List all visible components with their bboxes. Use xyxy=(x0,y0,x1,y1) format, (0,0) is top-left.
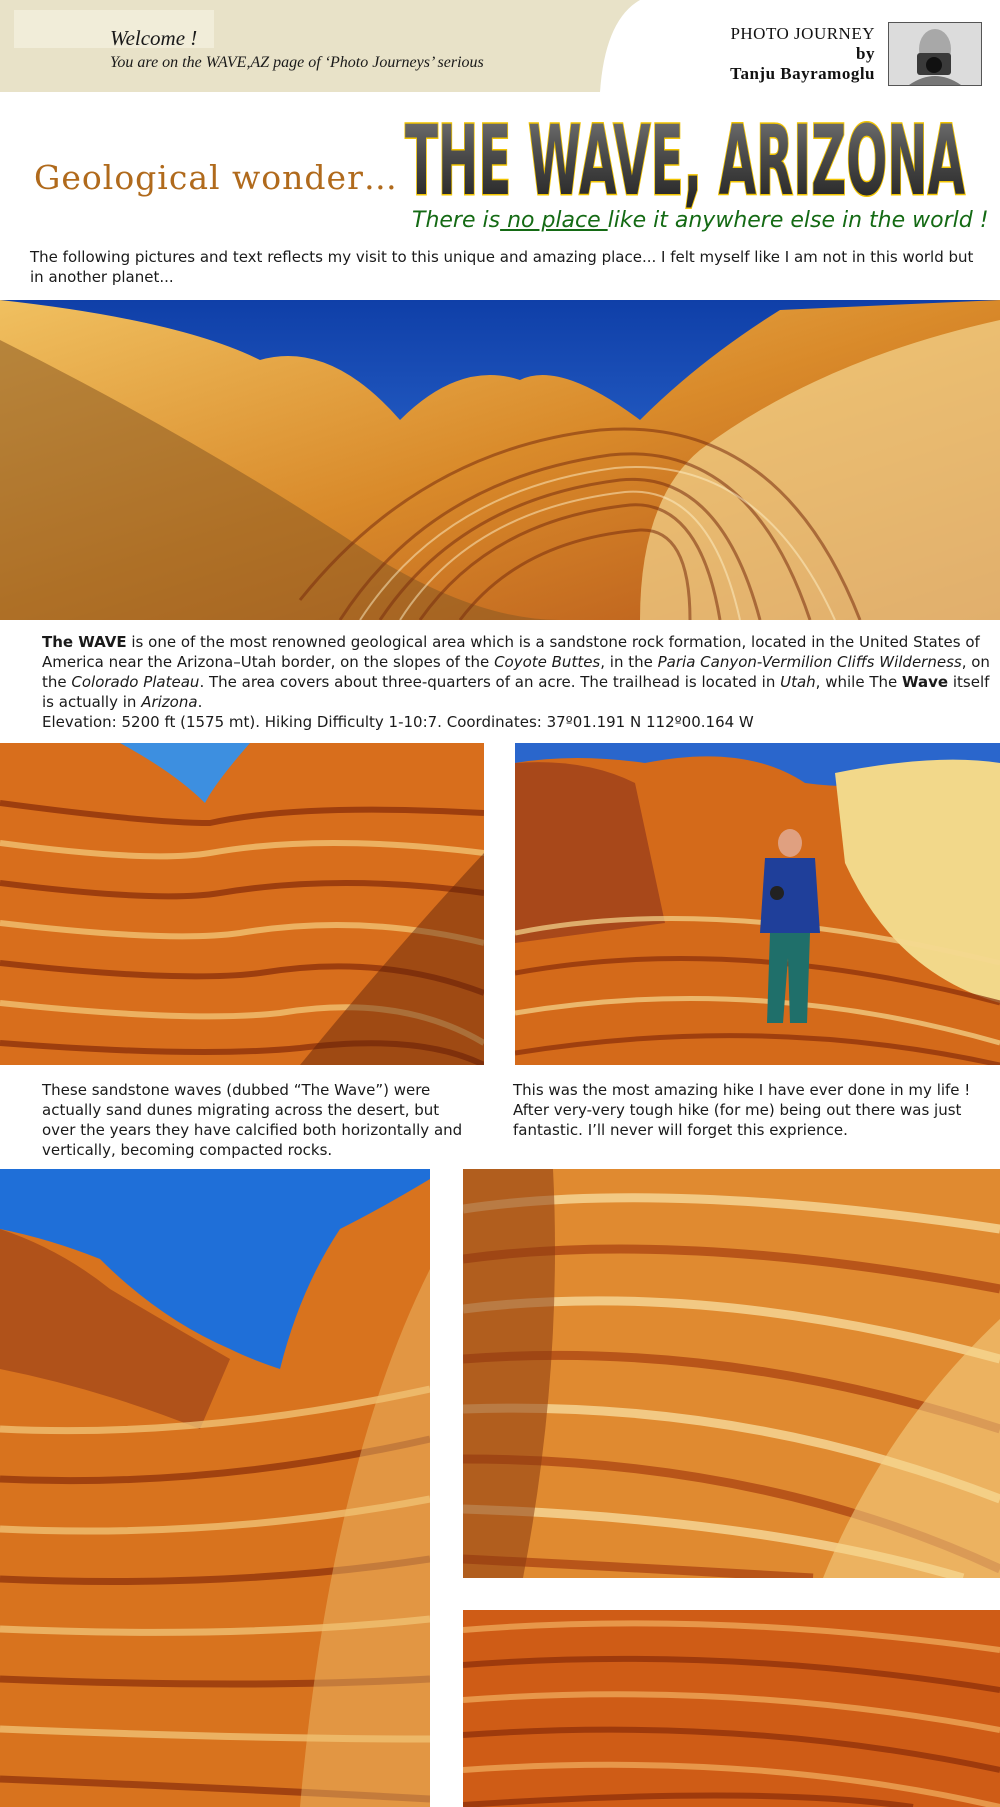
wave-texture-photo xyxy=(463,1610,1000,1807)
welcome-title: Welcome ! xyxy=(110,26,198,50)
wave-swirl-photo xyxy=(0,743,484,1065)
brand-block xyxy=(680,24,875,84)
wave-closeup-photo xyxy=(463,1169,1000,1578)
hiker-at-wave-photo xyxy=(515,743,1000,1065)
author-name: Tanju Bayramoglu xyxy=(730,64,875,83)
welcome-subtitle: You are on the WAVE,AZ page of ‘Photo Journeys’ serious xyxy=(110,54,484,71)
desc-bold-wave-2: Wave xyxy=(901,673,949,691)
author-avatar xyxy=(888,22,982,86)
desc-italic-coyote: Coyote Buttes xyxy=(494,653,601,671)
wave-canyon-tall-photo xyxy=(0,1169,430,1807)
tagline-underlined: no place xyxy=(500,208,608,233)
trail-stats: Elevation: 5200 ft (1575 mt). Hiking Difficulty 1-10:7. Coordinates: 37º01.191 N 112º00.164 W xyxy=(42,713,754,731)
desc-text-4: . The area covers about three-quarters of an acre. The trailhead is located in xyxy=(199,673,781,691)
wave-panorama-photo xyxy=(0,300,1000,620)
brand-title: PHOTO JOURNEY xyxy=(730,24,875,43)
tagline-post: like it anywhere else in the world ! xyxy=(607,208,989,233)
desc-bold-wave: The WAVE xyxy=(42,633,127,651)
desc-text-7: . xyxy=(197,693,203,711)
desc-text-5: , while The xyxy=(815,673,902,691)
caption-right: This was the most amazing hike I have ever done in my life ! After very-very tough hike (for me) being out there was just fantastic. I’ll never will forget this exprience. xyxy=(513,1081,971,1139)
main-title-text: THE WAVE, ARIZONA xyxy=(405,110,965,210)
desc-text-2: , in the xyxy=(600,653,658,671)
desc-italic-colorado: Colorado Plateau xyxy=(71,673,200,691)
desc-text-6: itself is actually in xyxy=(42,673,990,711)
brand-by: by xyxy=(856,44,875,63)
tagline xyxy=(412,208,989,233)
desc-italic-utah: Utah xyxy=(780,673,816,691)
main-title xyxy=(400,110,970,210)
caption-left: These sandstone waves (dubbed “The Wave”) were actually sand dunes migrating across the desert, but over the years they have calcified both horizontally and vertically, becoming compacted rocks. xyxy=(42,1081,463,1159)
desc-text-1: is one of the most renowned geological area which is a sandstone rock formation, located in the United States of America near the Arizona–Utah border, on the slopes of the xyxy=(42,633,980,671)
intro-paragraph: The following pictures and text reflects my visit to this unique and amazing place... I felt myself like I am not in this world but in another planet... xyxy=(30,248,974,286)
tagline-pre: There is xyxy=(412,208,501,233)
description-paragraph xyxy=(42,632,992,732)
desc-text-3: , on the xyxy=(42,653,990,691)
subheading-geological-wonder: Geological wonder… xyxy=(34,158,398,197)
desc-italic-arizona: Arizona xyxy=(141,693,198,711)
desc-italic-paria: Paria Canyon-Vermilion Cliffs Wilderness xyxy=(657,653,962,671)
